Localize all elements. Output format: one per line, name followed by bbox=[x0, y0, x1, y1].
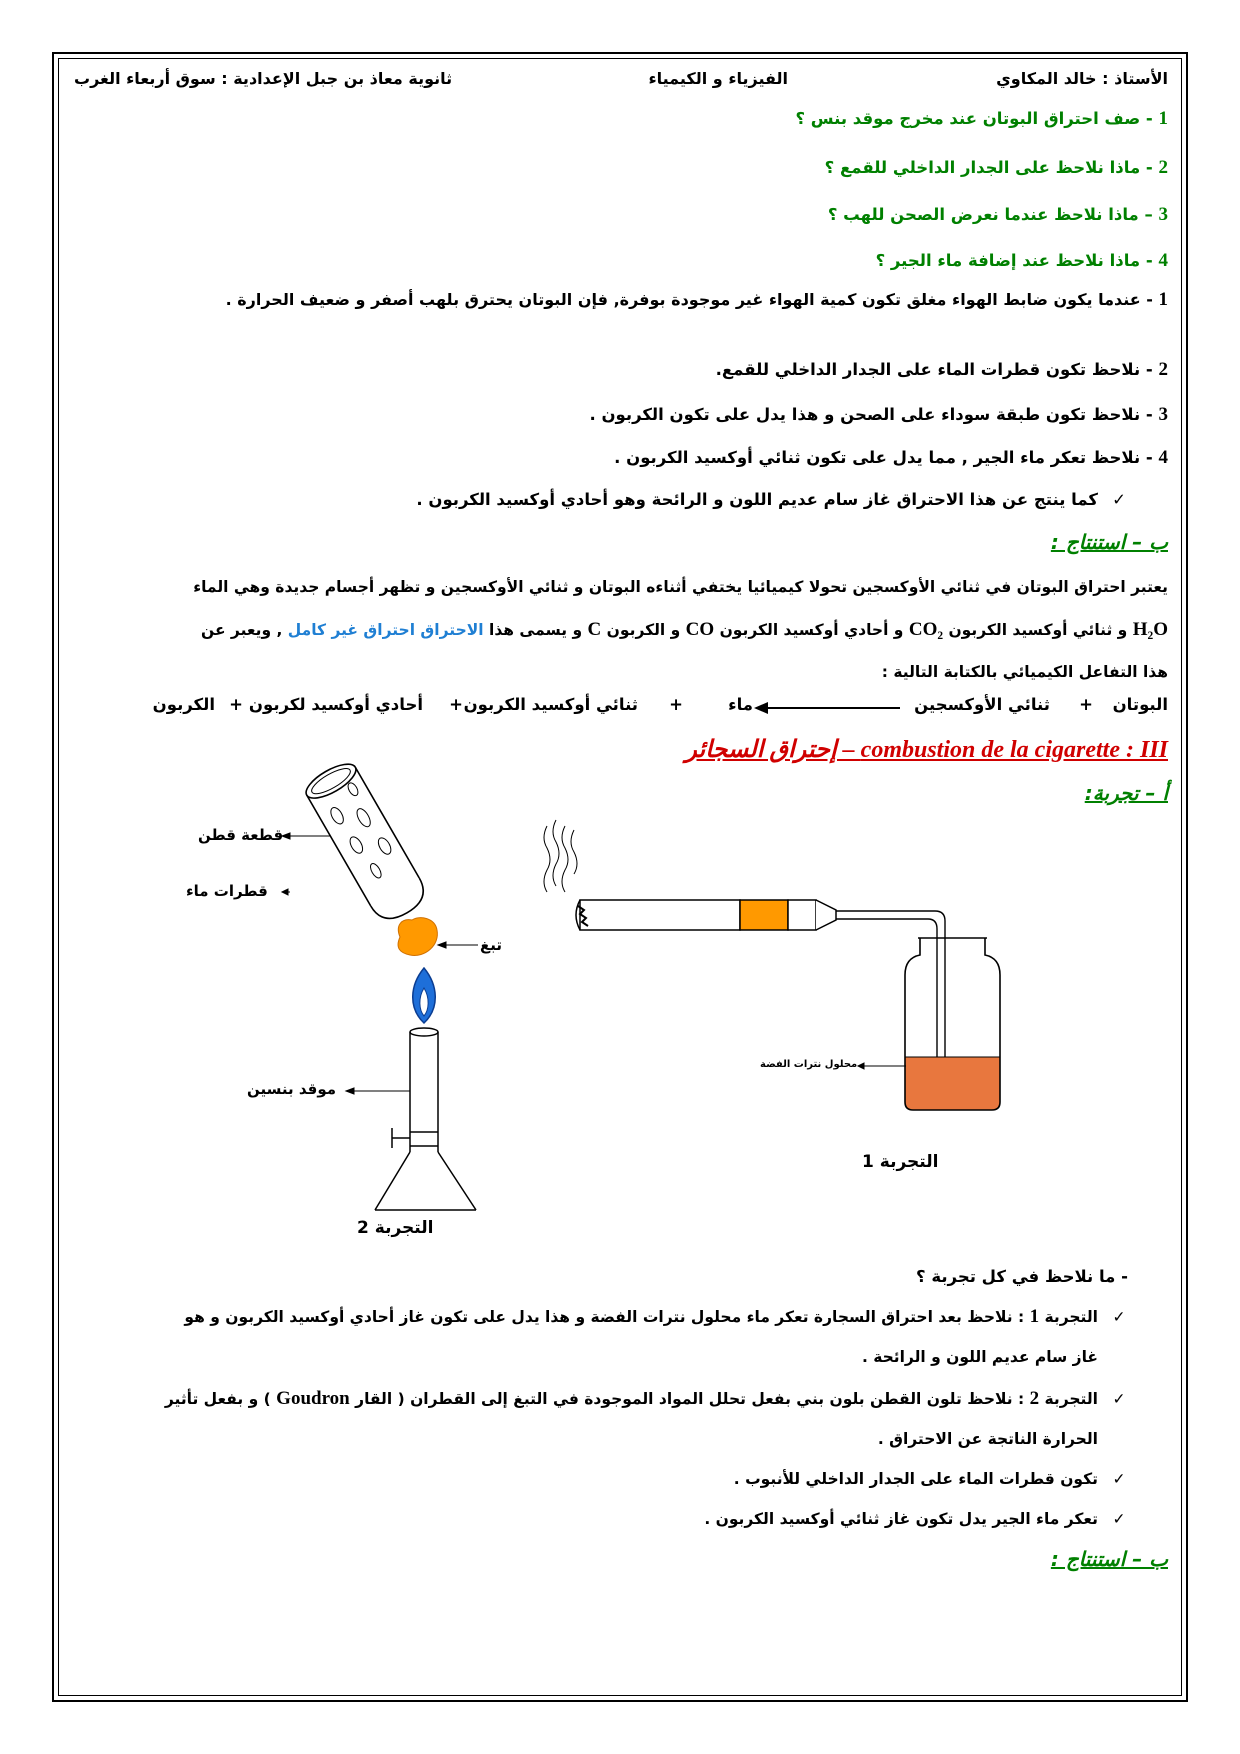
eq-product-co2: ثنائي أوكسيد الكربون bbox=[463, 695, 638, 714]
conclusion-line-3: هذا التفاعل الكيميائي بالكتابة التالية : bbox=[881, 663, 1168, 681]
label-tobacco: تبغ bbox=[480, 936, 503, 954]
label-silver-nitrate: محلول نترات الفضة bbox=[760, 1059, 858, 1070]
question-observe: - ما نلاحظ في كل تجربة ؟ bbox=[916, 1267, 1128, 1286]
conclusion-line-1: يعتبر احتراق البوتان في ثنائي الأوكسجين تحولا كيميائيا يختفي أثناءه البوتان و ثنائي الأوكسجين و تظهر أجسام جديدة وهي الماء bbox=[193, 578, 1168, 596]
incomplete-combustion-term: الاحتراق احتراق غير كامل bbox=[287, 621, 484, 639]
question-1: 1 - صف احتراق البوتان عند مخرج موقد بنس ؟ bbox=[795, 108, 1168, 129]
washing-bottle bbox=[905, 938, 1000, 1110]
check-icon: ✓ bbox=[1112, 1390, 1126, 1408]
observation-2: ✓التجربة 2 : نلاحظ تلون القطن بلون بني بفعل تحلل المواد الموجودة في التبغ إلى القطران ( القار Goudron ) و بفعل تأثير bbox=[165, 1384, 1130, 1414]
caption-experiment-1: التجربة 1 bbox=[862, 1152, 939, 1172]
observation-4: ✓تعكر ماء الجير يدل تكون غاز ثنائي أوكسيد الكربون . bbox=[704, 1504, 1130, 1534]
label-water-drops: قطرات ماء bbox=[186, 882, 268, 900]
observation-2-cont: الحرارة الناتجة عن الاحتراق . bbox=[877, 1430, 1098, 1448]
eq-product-co: أحادي أوكسيد لكربون bbox=[248, 695, 423, 714]
formula-co: CO bbox=[685, 619, 715, 640]
header-teacher: الأستاذ : خالد المكاوي bbox=[996, 69, 1168, 88]
bunsen-burner bbox=[375, 1028, 476, 1210]
label-pointers-exp2 bbox=[282, 833, 478, 1094]
conclusion-heading: ب – استنتاج : bbox=[1050, 530, 1168, 554]
question-2: 2 - ماذا نلاحظ على الجدار الداخلي للقمع ؟ bbox=[824, 157, 1168, 178]
label-pointer-exp1 bbox=[858, 1063, 906, 1069]
eq-product-carbon: الكربون bbox=[152, 695, 215, 714]
question-3: 3 – ماذا نلاحظ عندما نعرض الصحن للهب ؟ bbox=[827, 204, 1168, 225]
eq-plus: + bbox=[449, 695, 463, 714]
formula-co2: CO₂ bbox=[908, 619, 944, 640]
check-icon: ✓ bbox=[1112, 1510, 1126, 1528]
smoke bbox=[544, 820, 577, 892]
section-3-title: combustion de la cigarette : III – إحتراق السجائر bbox=[685, 737, 1168, 763]
answer-3: 3 - نلاحظ تكون طبقة سوداء على الصحن و هذا يدل على تكون الكربون . bbox=[589, 404, 1168, 425]
formula-h2o: H₂O bbox=[1132, 619, 1168, 640]
answer-2: 2 - نلاحظ تكون قطرات الماء على الجدار الداخلي للقمع. bbox=[715, 359, 1168, 380]
eq-reactant-oxygen: ثنائي الأوكسجين bbox=[914, 695, 1050, 714]
answer-1: 1 - عندما يكون ضابط الهواء مغلق تكون كمية الهواء غير موجودة بوفرة, فإن البوتان يحترق بلهب أصفر و ضعيف الحرارة . bbox=[225, 289, 1168, 310]
check-icon: ✓ bbox=[1112, 490, 1126, 509]
experiment-heading: أ – تجربة: bbox=[1084, 781, 1168, 805]
eq-product-water: ماء bbox=[728, 695, 753, 714]
caption-experiment-2: التجربة 2 bbox=[357, 1218, 434, 1238]
test-tube bbox=[301, 758, 437, 956]
header-subject: الفيزياء و الكيمياء bbox=[648, 69, 788, 88]
observation-3: ✓تكون قطرات الماء على الجدار الداخلي للأنبوب . bbox=[734, 1464, 1130, 1494]
observation-1: ✓التجربة 1 : نلاحظ بعد احتراق السجارة تعكر ماء محلول نترات الفضة و هذا يدل على تكون غاز أحادي أوكسيد الكربون و هو bbox=[184, 1302, 1130, 1332]
question-4: 4 - ماذا نلاحظ عند إضافة ماء الجير ؟ bbox=[875, 250, 1168, 271]
eq-plus: + bbox=[1079, 695, 1093, 714]
delivery-tube bbox=[836, 911, 945, 1079]
formula-c: C bbox=[587, 619, 602, 640]
check-note: ✓كما ينتج عن هذا الاحتراق غاز سام عديم اللون و الرائحة وهو أحادي أوكسيد الكربون . bbox=[416, 485, 1130, 515]
cigarette bbox=[576, 900, 836, 930]
flame bbox=[413, 968, 436, 1023]
header-school: ثانوية معاذ بن جبل الإعدادية : سوق أربعاء الغرب bbox=[74, 69, 453, 88]
eq-plus: + bbox=[669, 695, 683, 714]
observation-1-cont: غاز سام عديم اللون و الرائحة . bbox=[861, 1348, 1098, 1366]
eq-plus: + bbox=[229, 695, 243, 714]
label-burner: موقد بنسين bbox=[247, 1080, 337, 1098]
eq-reactant-butane: البوتان bbox=[1112, 695, 1168, 714]
label-cotton: قطعة قطن bbox=[198, 826, 284, 844]
check-icon: ✓ bbox=[1112, 1308, 1126, 1326]
answer-4: 4 - نلاحظ تعكر ماء الجير , مما يدل على تكون ثنائي أوكسيد الكربون . bbox=[614, 447, 1168, 468]
conclusion-line-2: H₂O و ثنائي أوكسيد الكربون CO₂ و أحادي أوكسيد الكربون CO و الكربون C و يسمى هذا الاحتراق احتراق غير كامل , ويعبر عن bbox=[201, 619, 1168, 640]
conclusion-2-heading: ب – استنتاج : bbox=[1050, 1547, 1168, 1571]
check-icon: ✓ bbox=[1112, 1470, 1126, 1488]
